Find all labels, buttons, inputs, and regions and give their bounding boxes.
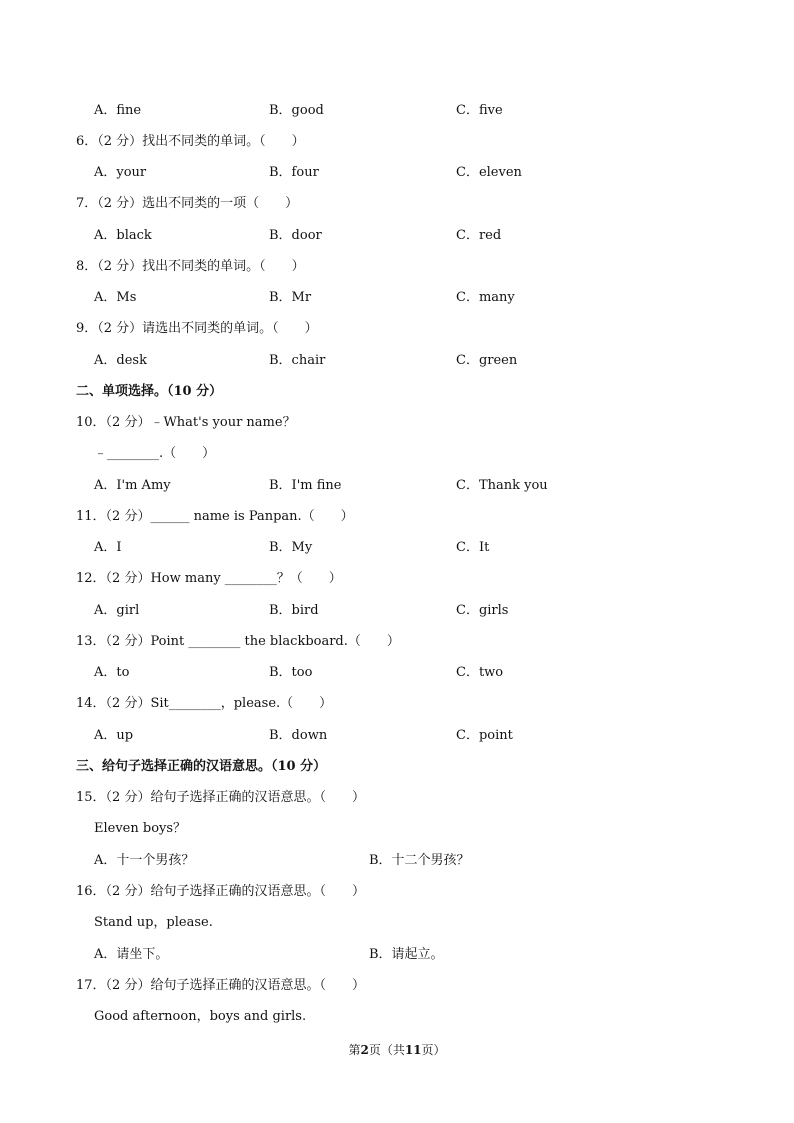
- option-q7-c[interactable]: C．red: [456, 228, 502, 243]
- option-q13-c[interactable]: C．two: [456, 665, 504, 680]
- option-q16-b[interactable]: B．请起立。: [369, 947, 444, 962]
- question-14: 14．（2 分）Sit________，please.（ ）: [76, 696, 333, 711]
- question-13: 13．（2 分）Point ________ the blackboard.（ ）: [76, 634, 400, 649]
- footer-page-number: 2: [360, 1043, 369, 1057]
- question-10-answer-line: ﹣________.（ ）: [94, 446, 216, 461]
- question-17-sentence: Good afternoon，boys and girls.: [94, 1009, 307, 1024]
- option-q5-a[interactable]: A．fine: [94, 103, 142, 118]
- question-7: 7．（2 分）选出不同类的一项（ ）: [76, 196, 299, 211]
- option-q12-c[interactable]: C．girls: [456, 603, 509, 618]
- section-heading-2: 二、单项选择。（10 分）: [76, 384, 223, 399]
- option-q11-b[interactable]: B．My: [269, 540, 313, 555]
- question-17: 17．（2 分）给句子选择正确的汉语意思。（ ）: [76, 978, 365, 993]
- option-q14-b[interactable]: B．down: [269, 728, 328, 743]
- option-q6-c[interactable]: C．eleven: [456, 165, 522, 180]
- question-9: 9．（2 分）请选出不同类的单词。（ ）: [76, 321, 318, 336]
- option-q11-c[interactable]: C．It: [456, 540, 490, 555]
- option-q8-c[interactable]: C．many: [456, 290, 515, 305]
- footer-prefix: 第: [348, 1043, 361, 1057]
- question-6: 6．（2 分）找出不同类的单词。（ ）: [76, 134, 305, 149]
- question-10: 10．（2 分）﹣What's your name？: [76, 415, 296, 430]
- page-footer: [0, 1041, 794, 1059]
- footer-suffix: 页）: [421, 1043, 446, 1057]
- option-q13-b[interactable]: B．too: [269, 665, 313, 680]
- option-q11-a[interactable]: A．I: [94, 540, 122, 555]
- question-12: 12．（2 分）How many ________？（ ）: [76, 571, 342, 586]
- option-q16-a[interactable]: A．请坐下。: [94, 947, 169, 962]
- option-q9-b[interactable]: B．chair: [269, 353, 326, 368]
- question-15-sentence: Eleven boys？: [94, 821, 187, 836]
- option-q9-a[interactable]: A．desk: [94, 353, 147, 368]
- section-heading-3: 三、给句子选择正确的汉语意思。（10 分）: [76, 759, 327, 774]
- question-8: 8．（2 分）找出不同类的单词。（ ）: [76, 259, 305, 274]
- option-q10-b[interactable]: B．I'm fine: [269, 478, 342, 493]
- question-16-sentence: Stand up，please.: [94, 915, 213, 930]
- option-q6-b[interactable]: B．four: [269, 165, 319, 180]
- question-15: 15．（2 分）给句子选择正确的汉语意思。（ ）: [76, 790, 365, 805]
- option-q10-a[interactable]: A．I'm Amy: [94, 478, 171, 493]
- option-q6-a[interactable]: A．your: [94, 165, 147, 180]
- question-11: 11．（2 分）______ name is Panpan.（ ）: [76, 509, 354, 524]
- option-q7-a[interactable]: A．black: [94, 228, 152, 243]
- option-q8-a[interactable]: A．Ms: [94, 290, 137, 305]
- option-q7-b[interactable]: B．door: [269, 228, 322, 243]
- option-q9-c[interactable]: C．green: [456, 353, 518, 368]
- option-q8-b[interactable]: B．Mr: [269, 290, 312, 305]
- option-q12-b[interactable]: B．bird: [269, 603, 319, 618]
- option-q13-a[interactable]: A．to: [94, 665, 130, 680]
- footer-total-pages: 11: [404, 1043, 422, 1057]
- option-q5-b[interactable]: B．good: [269, 103, 324, 118]
- option-q10-c[interactable]: C．Thank you: [456, 478, 548, 493]
- footer-mid: 页（共: [368, 1043, 405, 1057]
- question-16: 16．（2 分）给句子选择正确的汉语意思。（ ）: [76, 884, 365, 899]
- option-q15-b[interactable]: B．十二个男孩？: [369, 853, 470, 868]
- option-q14-a[interactable]: A．up: [94, 728, 134, 743]
- option-q5-c[interactable]: C．five: [456, 103, 503, 118]
- option-q15-a[interactable]: A．十一个男孩？: [94, 853, 195, 868]
- option-q12-a[interactable]: A．girl: [94, 603, 140, 618]
- option-q14-c[interactable]: C．point: [456, 728, 513, 743]
